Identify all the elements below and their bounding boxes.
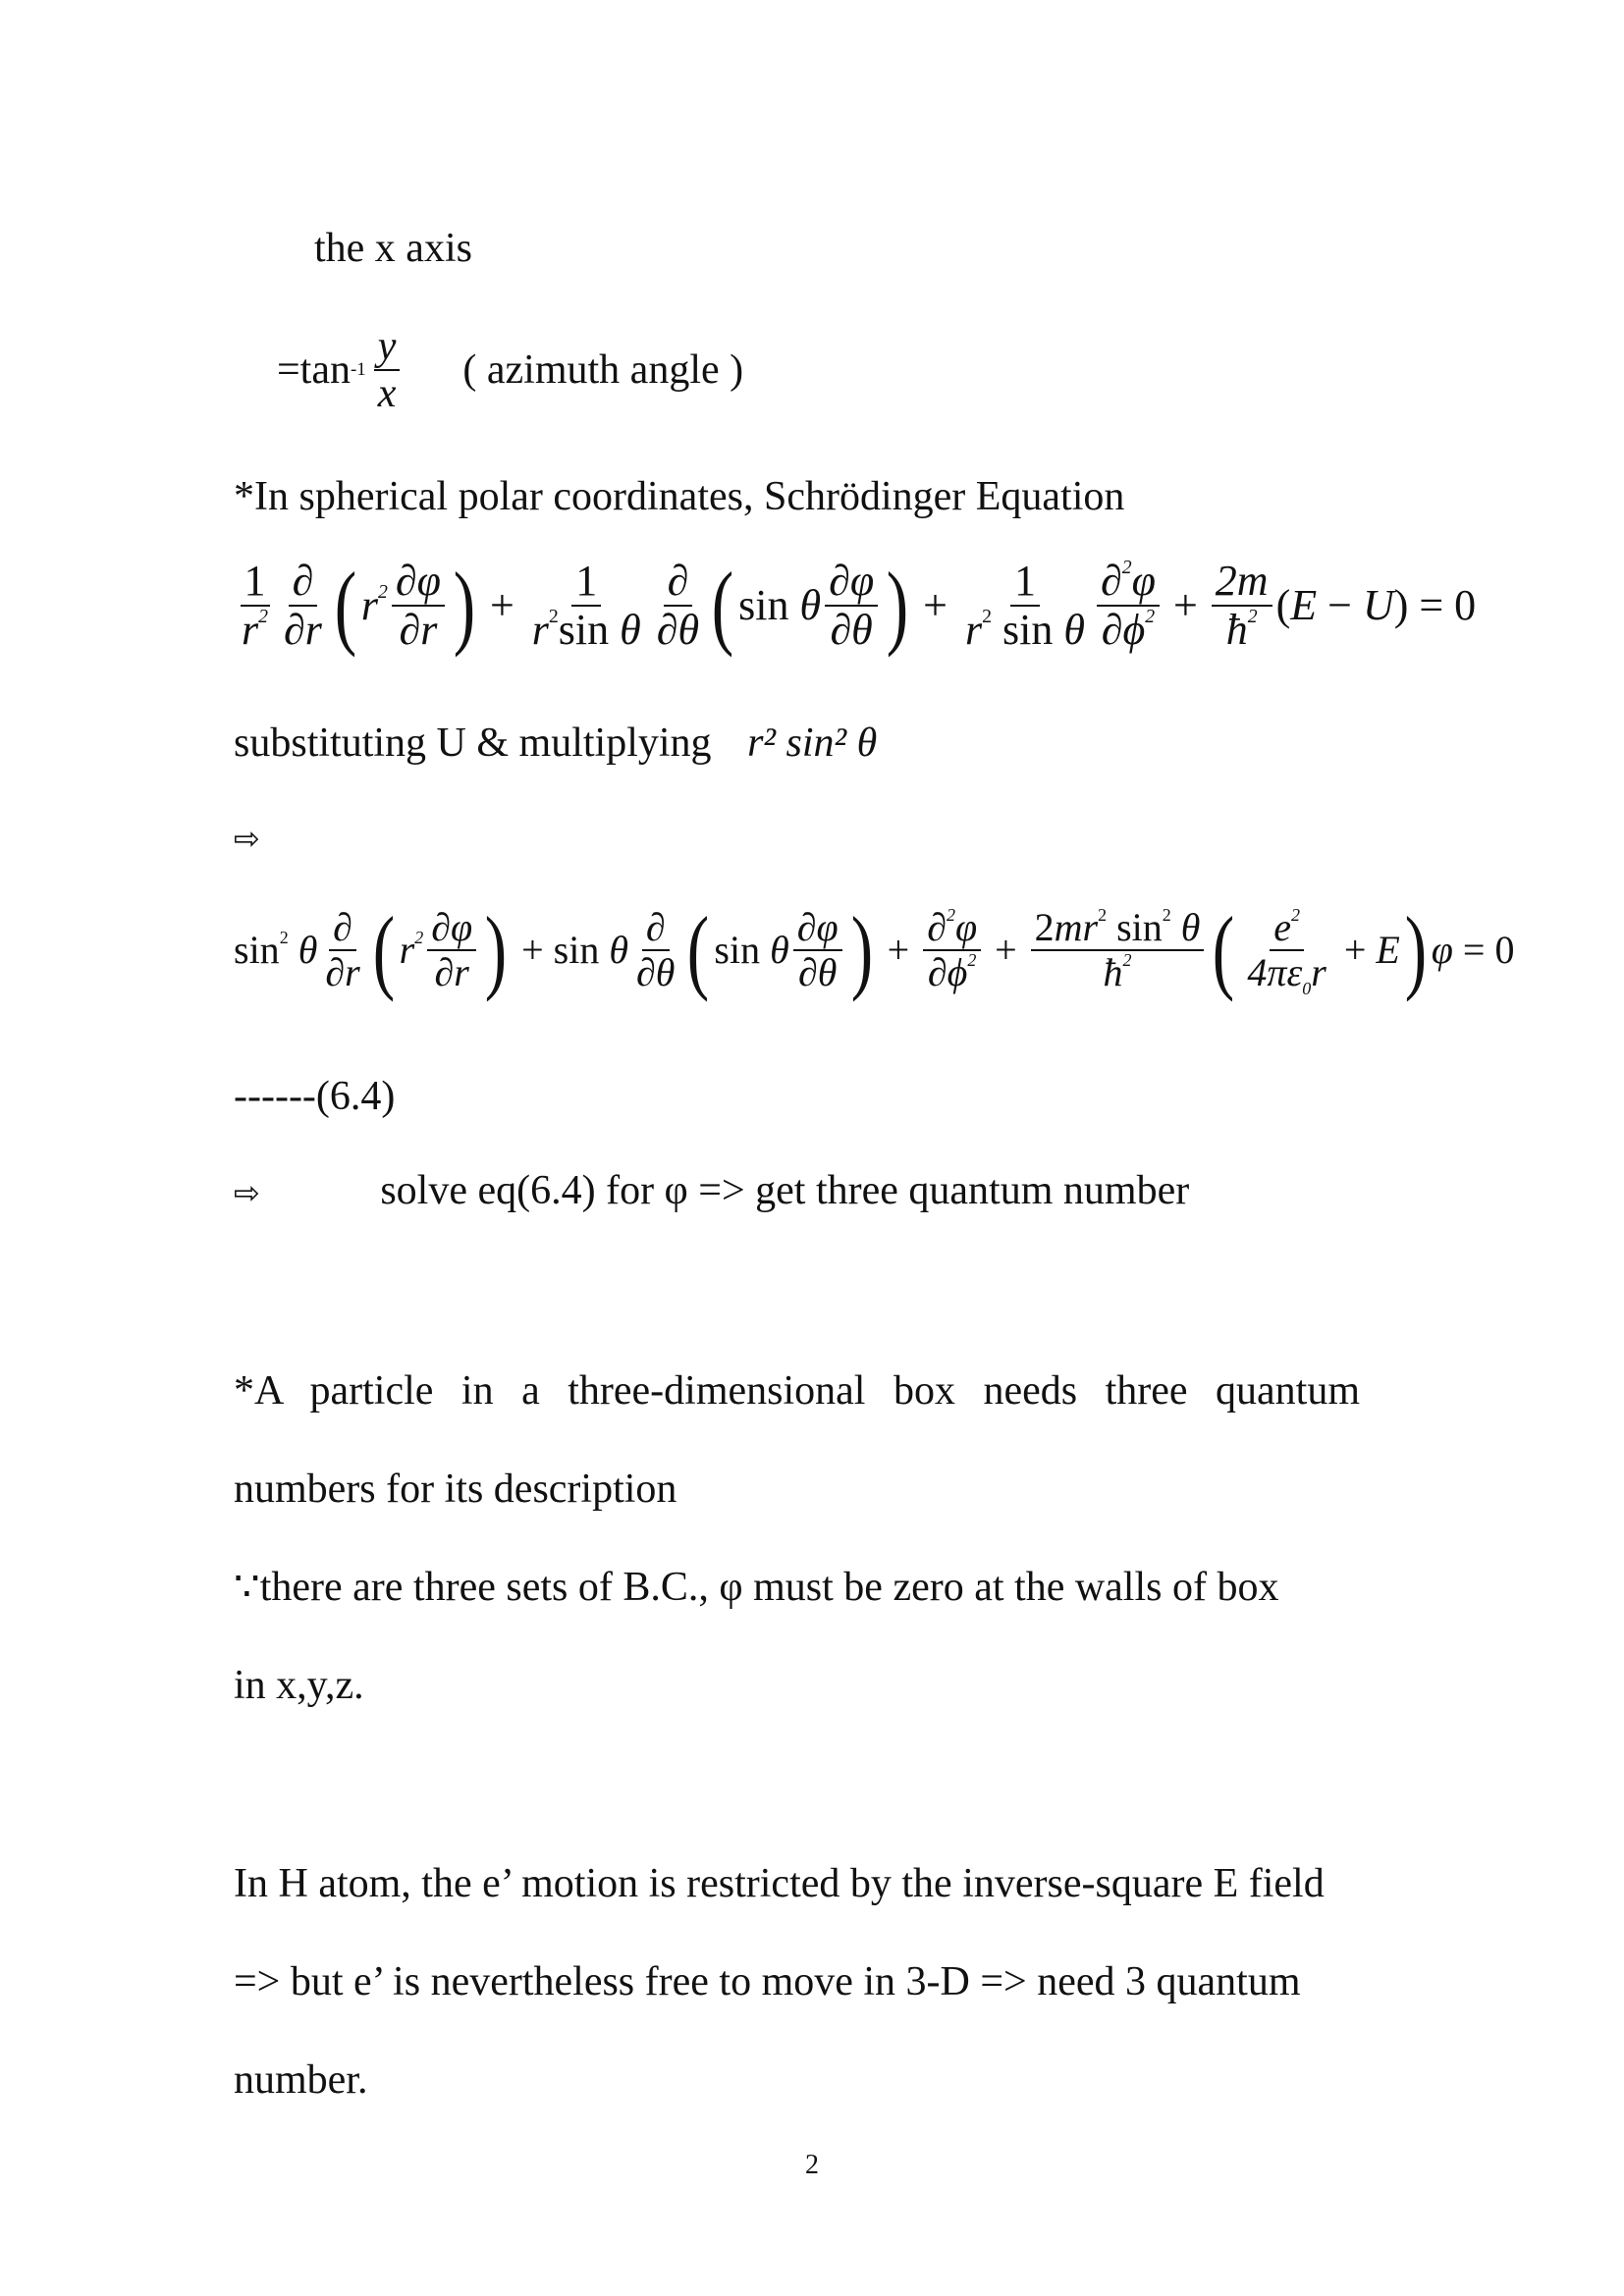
schrodinger-equation: $\frac{1}{r^2}$ $\frac{\partial}{\partial r}$ ( $r^2$ $\frac{\partial\varphi}{\partial r}$ ) + $\frac{1}{r^2\sin \theta}$ $\frac{\partial}{\partial\theta}$ ( sin θ $\frac{\partial\varphi}{\partial\theta}$ ) + $\frac{1}{r^2 \sin \theta}$ $\frac{\partial^2\varphi}{\partial\phi^2}$ + $\frac{2m}{ħ^2}$ (E − U) = 0: [242, 553, 1477, 659]
multiplier: r² sin² θ: [747, 721, 878, 766]
azimuth-note: ( azimuth angle ): [462, 347, 744, 394]
box-line-3: ∵there are three sets of B.C., φ must be zero at the walls of box: [234, 1565, 1279, 1610]
text-spherical-intro: *In spherical polar coordinates, Schrödinger Equation: [234, 474, 1125, 519]
box-line-2: numbers for its description: [234, 1467, 677, 1512]
h-atom-line-2: => but e’ is nevertheless free to move in 3-D => need 3 quantum: [234, 1959, 1301, 2004]
arrow-icon: ⇨: [234, 820, 260, 857]
h-atom-line-1: In H atom, the e’ motion is restricted by the inverse-square E field: [234, 1861, 1325, 1906]
equation-label: ------(6.4): [234, 1074, 396, 1119]
azimuth-equation: =tan -1 $\frac{y}{x}$ ( azimuth angle ): [277, 324, 744, 417]
box-line-4: in x,y,z.: [234, 1663, 364, 1708]
azimuth-fraction: [374, 324, 401, 416]
equation-6-4: $\sin^2 \theta$ $\frac{\partial}{\partial r}$ ( $r^2$ $\frac{\partial\varphi}{\partial r}$ ) + sin θ $\frac{\partial}{\partial\theta}$ ( sin θ $\frac{\partial\varphi}{\partial\theta}$ ) + $\frac{\partial^2\varphi}{\partial\phi^2}$ + $\frac{2mr^2 \sin^2 \theta}{ħ^2}$ ( $\frac{e^2}{4\pi\varepsilon_0r}$ + E ) φ = 0: [234, 897, 1515, 1002]
azimuth-numerator: y: [374, 324, 401, 371]
box-line-1: [234, 1370, 1398, 1412]
box-line-1-text: *A particle in a three-dimensional box needs three quantum: [234, 1368, 1361, 1414]
text-x-axis: the x axis: [314, 226, 472, 271]
solve-text: solve eq(6.4) for φ => get three quantum number: [380, 1168, 1190, 1213]
solve-line: [234, 1170, 1189, 1211]
page-number: 2: [805, 2150, 819, 2180]
azimuth-denominator: x: [377, 371, 397, 417]
substituting-line: [234, 722, 877, 764]
substituting-text: substituting U & multiplying: [234, 721, 712, 766]
h-atom-line-3: number.: [234, 2057, 368, 2103]
azimuth-lhs: =tan: [277, 347, 351, 394]
arrow-icon: ⇨: [234, 1174, 260, 1211]
